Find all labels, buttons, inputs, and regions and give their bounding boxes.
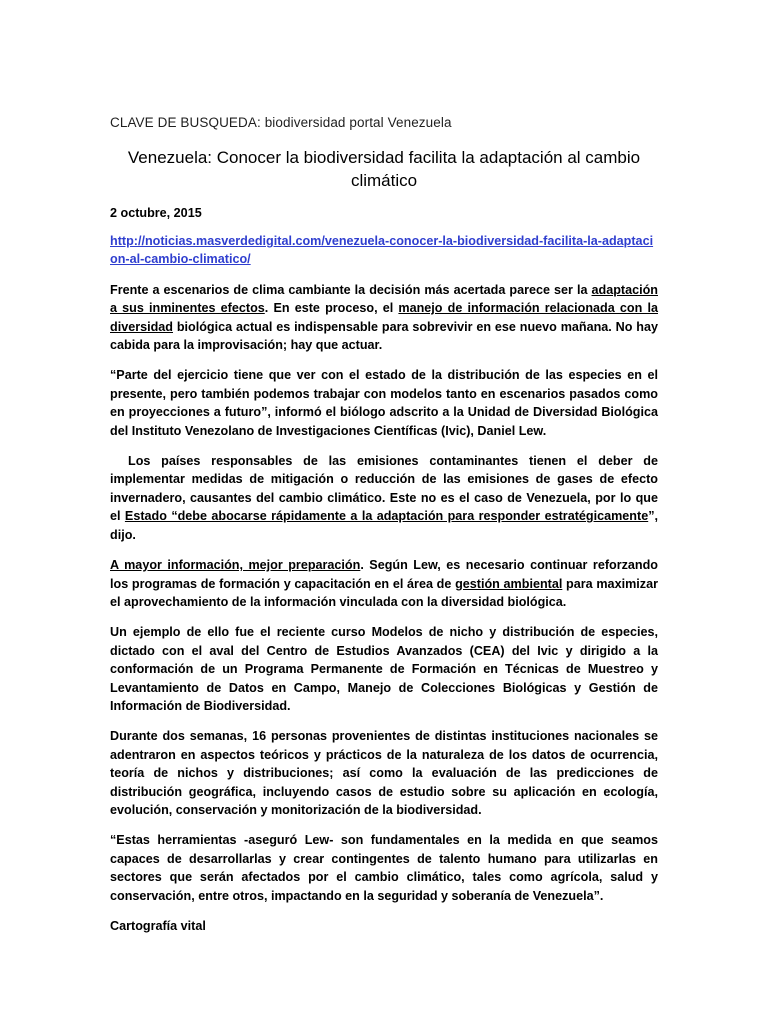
p1-link-manejo[interactable]: manejo de información relacionada con la diversidad (110, 301, 658, 334)
p4-link-mayor-informacion[interactable]: A mayor información, mejor preparación (110, 558, 361, 573)
source-url (110, 232, 658, 269)
p1-link-adaptacion[interactable]: adaptación a sus inminentes efectos (110, 282, 658, 316)
paragraph-1 (110, 281, 658, 355)
p1-text-a: Frente a escenarios de clima cambiante la decisión más acertada parece ser la (110, 282, 592, 297)
paragraph-7: “Estas herramientas -aseguró Lew- son fundamentales en la medida en que seamos capaces de desarrollarlas y crear contingentes de talento humano para utilizarlas en sectores que serán afectados por el cambio climático, tales como agrícola, salud y conservación, entre otros, impactando en la seguridad y soberanía de Venezuela”. (110, 833, 658, 903)
paragraph-4 (110, 556, 658, 611)
search-key-line: CLAVE DE BUSQUEDA: biodiversidad portal Venezuela (110, 115, 452, 130)
p4-text-b: para maximizar el aprovechamiento de la información vinculada con la diversidad biológica. (110, 576, 658, 609)
subheading-cartografia: Cartografía vital (110, 919, 206, 933)
p3-text-b: ”, dijo. (110, 509, 658, 542)
p4-link-gestion-ambiental[interactable]: gestión ambiental (455, 576, 563, 591)
p3-text-a: Los países responsables de las emisiones contaminantes tienen el deber de implementar medidas de mitigación o reducción de las emisiones de gases de efecto invernadero, causantes del cambio climático. Este no es el caso de Venezuela, por lo que el (110, 454, 658, 524)
p3-link-estado[interactable]: Estado “debe abocarse rápidamente a la adaptación para responder estratégicamente (124, 509, 649, 524)
paragraph-6: Durante dos semanas, 16 personas provenientes de distintas instituciones nacionales se adentraron en aspectos teóricos y prácticos de la naturaleza de los datos de ocurrencia, teoría de nichos y distribuciones; así como la evaluación de las predicciones de distribución geográfica, incluyendo casos de estudio sobre su aplicación en ecología, evolución, conservación y monitorización de la biodiversidad. (110, 729, 658, 817)
p4-text-a: . Según Lew, es necesario continuar reforzando los programas de formación y capacitación en el área de (110, 558, 659, 591)
paragraph-3 (110, 452, 658, 544)
source-link[interactable]: http://noticias.masverdedigital.com/venezuela-conocer-la-biodiversidad-facilita-la-adaptacion-al-cambio-climatico/ (110, 234, 654, 267)
paragraph-2: “Parte del ejercicio tiene que ver con el estado de la distribución de las especies en el presente, pero también podemos trabajar con modelos tanto en escenarios pasados como en proyecciones a futuro”, informó el biólogo adscrito a la Unidad de Diversidad Biológica del Instituto Venezolano de Investigaciones Científicas (Ivic), Daniel Lew. (110, 368, 658, 438)
p1-text-c: biológica actual es indispensable para sobrevivir en ese nuevo mañana. No hay cabida para la improvisación; hay que actuar. (110, 319, 658, 353)
p1-text-b: . En este proceso, el (264, 301, 399, 316)
article-title: Venezuela: Conocer la biodiversidad facilita la adaptación al cambio climático (127, 148, 641, 190)
paragraph-5: Un ejemplo de ello fue el reciente curso Modelos de nicho y distribución de especies, dictado con el aval del Centro de Estudios Avanzados (CEA) del Ivic y dirigido a la conformación de un Programa Permanente de Formación en Técnicas de Muestreo y Levantamiento de Datos en Campo, Manejo de Colecciones Biológicas y Gestión de Información de Biodiversidad. (110, 625, 658, 713)
article-date: 2 octubre, 2015 (110, 206, 202, 220)
